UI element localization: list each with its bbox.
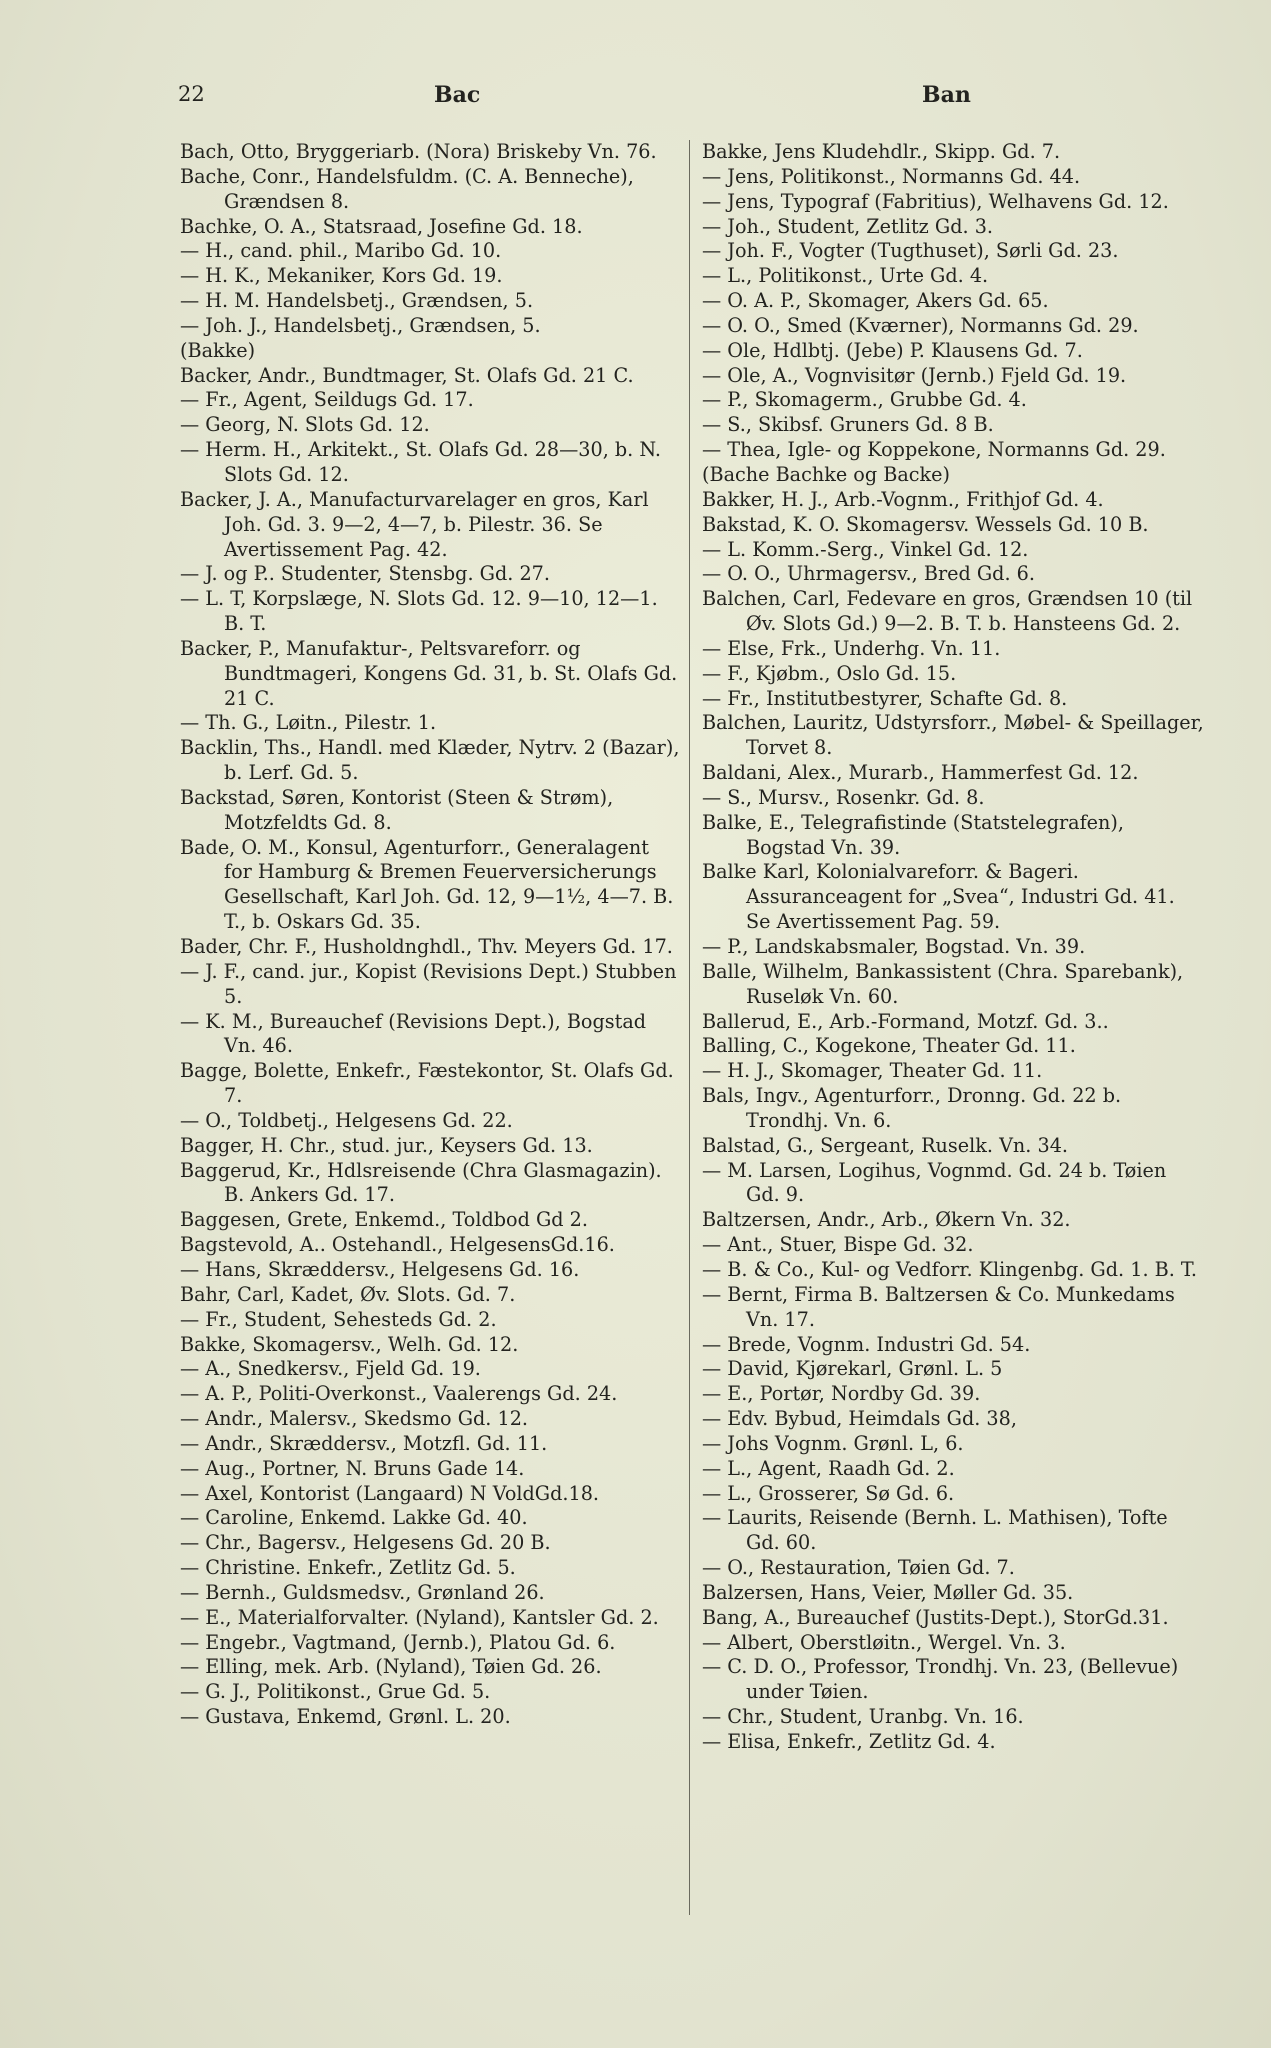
directory-entry: — Ole, Hdlbtj. (Jebe) P. Klausens Gd. 7.	[702, 338, 1083, 362]
directory-entry: — Andr., Malersv., Skedsmo Gd. 12.	[180, 1407, 529, 1431]
directory-entry: — O. O., Uhrmagersv., Bred Gd. 6.	[702, 562, 1035, 586]
directory-entry: — H. J., Skomager, Theater Gd. 11.	[702, 1059, 1043, 1083]
directory-entry: Balke, E., Telegrafistinde (Statstelegrafen), Bogstad Vn. 39.	[702, 810, 1124, 859]
directory-entry: Backer, J. A., Manufacturvarelager en gros, Karl Joh. Gd. 3. 9—2, 4—7, b. Pilestr. 36. Se Avertissement Pag. 42.	[180, 487, 649, 561]
directory-entry: — J. F., cand. jur., Kopist (Revisions Dept.) Stubben 5.	[180, 959, 677, 1008]
directory-entry: — Fr., Student, Sehesteds Gd. 2.	[180, 1307, 497, 1331]
directory-entry: Baggesen, Grete, Enkemd., Toldbod Gd 2.	[180, 1208, 588, 1232]
directory-entry: — Hans, Skræddersv., Helgesens Gd. 16.	[180, 1257, 580, 1281]
directory-entry: — L., Politikonst., Urte Gd. 4.	[702, 264, 989, 288]
page-header	[178, 82, 1008, 116]
left-column	[180, 140, 680, 1730]
directory-entry: Backlin, Ths., Handl. med Klæder, Nytrv. 2 (Bazar), b. Lerf. Gd. 5.	[180, 736, 680, 785]
directory-entry: Backer, Andr., Bundtmager, St. Olafs Gd. 21 C.	[180, 363, 634, 387]
directory-entry: Balke Karl, Kolonialvareforr. & Bageri. Assuranceagent for „Svea“, Industri Gd. 41. Se Avertissement Pag. 59.	[702, 860, 1175, 934]
directory-entry: — E., Materialforvalter. (Nyland), Kantsler Gd. 2.	[180, 1605, 659, 1629]
directory-entry: — P., Landskabsmaler, Bogstad. Vn. 39.	[702, 935, 1086, 958]
directory-entry: Bakker, H. J., Arb.-Vognm., Frithjof Gd. 4.	[702, 487, 1104, 511]
directory-entry: Balchen, Lauritz, Udstyrsforr., Møbel- & Speillager, Torvet 8.	[702, 711, 1204, 760]
directory-entry: — C. D. O., Professor, Trondhj. Vn. 23, (Bellevue) under Tøien.	[702, 1655, 1179, 1704]
directory-entry: — Ant., Stuer, Bispe Gd. 32.	[702, 1233, 974, 1257]
directory-entry: Bakstad, K. O. Skomagersv. Wessels Gd. 10 B.	[702, 512, 1149, 536]
directory-entry: Bagger, H. Chr., stud. jur., Keysers Gd. 13.	[180, 1133, 593, 1157]
directory-entry: — Brede, Vognm. Industri Gd. 54.	[702, 1332, 1031, 1356]
directory-entry: Baldani, Alex., Murarb., Hammerfest Gd. 12.	[702, 761, 1139, 785]
right-column	[702, 140, 1204, 1755]
left-running-head: Bac	[434, 82, 481, 108]
directory-entry: (Bakke)	[180, 338, 256, 362]
directory-entry: — G. J., Politikonst., Grue Gd. 5.	[180, 1680, 491, 1704]
directory-entry: — Fr., Institutbestyrer, Schafte Gd. 8.	[702, 686, 1068, 710]
directory-entry: — E., Portør, Nordby Gd. 39.	[702, 1382, 981, 1406]
directory-entry: — Engebr., Vagtmand, (Jernb.), Platou Gd. 6.	[180, 1630, 616, 1654]
directory-entry: — Joh. J., Handelsbetj., Grændsen, 5.	[180, 313, 541, 337]
page-number: 22	[178, 82, 205, 106]
directory-entry: Baggerud, Kr., Hdlsreisende (Chra Glasmagazin). B. Ankers Gd. 17.	[180, 1158, 662, 1207]
directory-entry: Bade, O. M., Konsul, Agenturforr., Generalagent for Hamburg & Bremen Feuerversicherungs Gesellschaft, Karl Joh. Gd. 12, 9—1½, 4—7. B. T., b. Oskars Gd. 35.	[180, 835, 674, 934]
directory-entry: — Jens, Typograf (Fabritius), Welhavens Gd. 12.	[702, 189, 1169, 213]
directory-entry: Bachke, O. A., Statsraad, Josefine Gd. 18.	[180, 214, 583, 238]
directory-entry: — P., Skomagerm., Grubbe Gd. 4.	[702, 388, 1027, 412]
directory-entry: — David, Kjørekarl, Grønl. L. 5	[702, 1357, 1003, 1381]
directory-entry: — S., Skibsf. Gruners Gd. 8 B.	[702, 413, 994, 437]
directory-entry: — L., Agent, Raadh Gd. 2.	[702, 1456, 955, 1480]
directory-entry: — Th. G., Løitn., Pilestr. 1.	[180, 711, 437, 735]
directory-entry: — O. O., Smed (Kværner), Normanns Gd. 29.	[702, 313, 1139, 337]
directory-entry: — O., Restauration, Tøien Gd. 7.	[702, 1556, 1015, 1580]
directory-entry: — Caroline, Enkemd. Lakke Gd. 40.	[180, 1506, 528, 1530]
directory-entry: — Elling, mek. Arb. (Nyland), Tøien Gd. 26.	[180, 1655, 602, 1679]
directory-entry: — Aug., Portner, N. Bruns Gade 14.	[180, 1456, 525, 1480]
directory-entry: — M. Larsen, Logihus, Vognmd. Gd. 24 b. Tøien Gd. 9.	[702, 1158, 1167, 1207]
directory-entry: Balstad, G., Sergeant, Ruselk. Vn. 34.	[702, 1133, 1069, 1157]
directory-entry: — Ole, A., Vognvisitør (Jernb.) Fjeld Gd. 19.	[702, 363, 1127, 387]
right-running-head: Ban	[922, 82, 971, 108]
directory-entry: — Albert, Oberstløitn., Wergel. Vn. 3.	[702, 1630, 1066, 1654]
directory-entry: Ballerud, E., Arb.-Formand, Motzf. Gd. 3..	[702, 1009, 1109, 1033]
directory-entry: — Joh., Student, Zetlitz Gd. 3.	[702, 214, 994, 238]
column-divider	[689, 140, 690, 1915]
directory-entry: (Bache Bachke og Backe)	[702, 462, 950, 486]
directory-entry: Bang, A., Bureauchef (Justits-Dept.), StorGd.31.	[702, 1605, 1169, 1629]
directory-entry: — Chr., Student, Uranbg. Vn. 16.	[702, 1705, 1024, 1729]
directory-entry: — H., cand. phil., Maribo Gd. 10.	[180, 239, 502, 263]
directory-entry: Bahr, Carl, Kadet, Øv. Slots. Gd. 7.	[180, 1282, 516, 1306]
directory-entry: — Thea, Igle- og Koppekone, Normanns Gd. 29.	[702, 438, 1166, 462]
directory-entry: — B. & Co., Kul- og Vedforr. Klingenbg. Gd. 1. B. T.	[702, 1257, 1198, 1281]
directory-entry: — F., Kjøbm., Oslo Gd. 15.	[702, 661, 957, 685]
directory-entry: Bader, Chr. F., Husholdnghdl., Thv. Meyers Gd. 17.	[180, 935, 673, 958]
directory-entry: — Else, Frk., Underhg. Vn. 11.	[702, 636, 1001, 660]
directory-entry: — Jens, Politikonst., Normanns Gd. 44.	[702, 164, 1081, 188]
directory-entry: — H. K., Mekaniker, Kors Gd. 19.	[180, 264, 503, 288]
directory-entry: Bagge, Bolette, Enkefr., Fæstekontor, St. Olafs Gd. 7.	[180, 1059, 674, 1108]
directory-entry: Bagstevold, A.. Ostehandl., HelgesensGd.16.	[180, 1233, 615, 1257]
directory-entry: — L. T, Korpslæge, N. Slots Gd. 12. 9—10, 12—1. B. T.	[180, 587, 658, 636]
directory-entry: — Andr., Skræddersv., Motzfl. Gd. 11.	[180, 1431, 548, 1455]
directory-entry: — A. P., Politi-Overkonst., Vaalerengs Gd. 24.	[180, 1382, 618, 1406]
directory-entry: Bakke, Skomagersv., Welh. Gd. 12.	[180, 1332, 519, 1356]
directory-entry: — Bernh., Guldsmedsv., Grønland 26.	[180, 1580, 545, 1604]
directory-entry: — Laurits, Reisende (Bernh. L. Mathisen), Tofte Gd. 60.	[702, 1506, 1168, 1555]
directory-entry: — Bernt, Firma B. Baltzersen & Co. Munkedams Vn. 17.	[702, 1282, 1175, 1331]
directory-entry: — A., Snedkersv., Fjeld Gd. 19.	[180, 1357, 481, 1381]
directory-entry: — O., Toldbetj., Helgesens Gd. 22.	[180, 1108, 513, 1132]
directory-entry: — Johs Vognm. Grønl. L, 6.	[702, 1431, 964, 1455]
directory-entry: — H. M. Handelsbetj., Grændsen, 5.	[180, 289, 534, 313]
directory-entry: Bals, Ingv., Agenturforr., Dronng. Gd. 22 b. Trondhj. Vn. 6.	[702, 1084, 1122, 1132]
directory-entry: — S., Mursv., Rosenkr. Gd. 8.	[702, 785, 985, 809]
directory-entry: — Joh. F., Vogter (Tugthuset), Sørli Gd. 23.	[702, 239, 1119, 263]
directory-entry: Bach, Otto, Bryggeriarb. (Nora) Briskeby Vn. 76.	[180, 140, 657, 163]
directory-entry: — Edv. Bybud, Heimdals Gd. 38,	[702, 1407, 1017, 1431]
directory-entry: — O. A. P., Skomager, Akers Gd. 65.	[702, 289, 1049, 313]
directory-entry: Bakke, Jens Kludehdlr., Skipp. Gd. 7.	[702, 140, 1061, 163]
directory-entry: Backer, P., Manufaktur-, Peltsvareforr. og Bundtmageri, Kongens Gd. 31, b. St. Olafs Gd. 21 C.	[180, 636, 678, 710]
directory-entry: — Chr., Bagersv., Helgesens Gd. 20 B.	[180, 1531, 551, 1555]
directory-entry: — Fr., Agent, Seildugs Gd. 17.	[180, 388, 474, 412]
directory-entry: — J. og P.. Studenter, Stensbg. Gd. 27.	[180, 562, 550, 586]
directory-entry: Baltzersen, Andr., Arb., Økern Vn. 32.	[702, 1208, 1071, 1232]
directory-entry: — L., Grosserer, Sø Gd. 6.	[702, 1481, 955, 1505]
directory-entry: — Gustava, Enkemd, Grønl. L. 20.	[180, 1705, 511, 1729]
directory-entry: — Christine. Enkefr., Zetlitz Gd. 5.	[180, 1556, 516, 1580]
directory-entry: Balchen, Carl, Fedevare en gros, Grændsen 10 (til Øv. Slots Gd.) 9—2. B. T. b. Hansteens Gd. 2.	[702, 587, 1193, 636]
directory-entry: — Elisa, Enkefr., Zetlitz Gd. 4.	[702, 1730, 996, 1753]
directory-entry: — Herm. H., Arkitekt., St. Olafs Gd. 28—30, b. N. Slots Gd. 12.	[180, 438, 662, 486]
directory-entry: Balzersen, Hans, Veier, Møller Gd. 35.	[702, 1580, 1074, 1604]
directory-entry: — Georg, N. Slots Gd. 12.	[180, 413, 430, 437]
directory-entry: Balling, C., Kogekone, Theater Gd. 11.	[702, 1034, 1076, 1058]
directory-entry: Balle, Wilhelm, Bankassistent (Chra. Sparebank), Ruseløk Vn. 60.	[702, 959, 1184, 1008]
directory-entry: Bache, Conr., Handelsfuldm. (C. A. Benneche), Grændsen 8.	[180, 164, 634, 213]
directory-entry: — K. M., Bureauchef (Revisions Dept.), Bogstad Vn. 46.	[180, 1009, 647, 1058]
directory-entry: — L. Komm.-Serg., Vinkel Gd. 12.	[702, 537, 1029, 561]
directory-entry: — Axel, Kontorist (Langaard) N VoldGd.18.	[180, 1481, 600, 1505]
directory-entry: Backstad, Søren, Kontorist (Steen & Strøm), Motzfeldts Gd. 8.	[180, 785, 614, 834]
